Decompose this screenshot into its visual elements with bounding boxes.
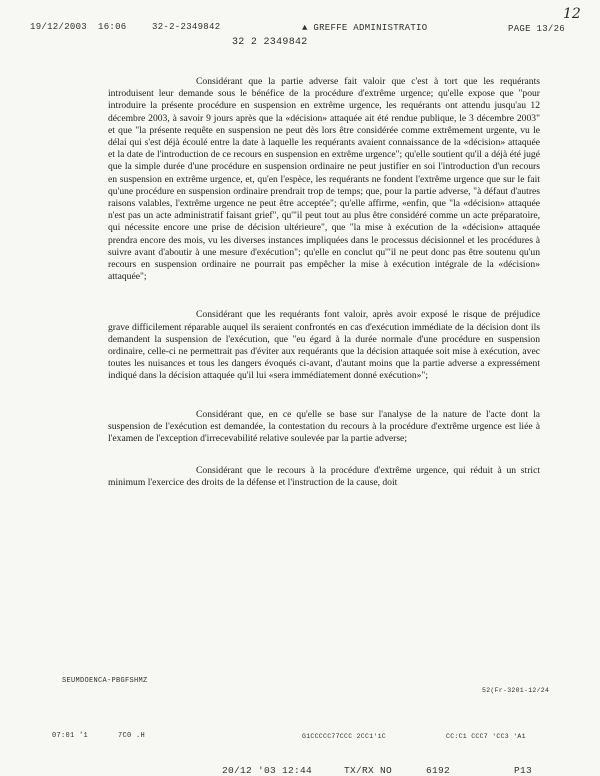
paragraph-applicants: Considérant que les requérants font valoir, après avoir exposé le risque de préjudice grave difficilement réparable auquel ils seraient confrontés en cas d'exécution immédiate de la décision dont ils demandent la suspension de l'exécution, que "eu égard à la durée normale d'une procédure en suspension ordinaire, celle-ci ne permettrait pas d'éviter aux requérants que la décision attaquée soit mise à exécution, avec toutes les nuisances et tous les dangers évoqués ci-avant, d'autant moins que la partie adverse a expressément indiqué dans la décision attaquée qu'il lui «sera immédiatement donné exécution»"; [108,309,540,382]
footer-mid-code: 7C0 .H [118,732,146,740]
fax-page: PAGE 13/26 [508,24,566,34]
tx-date: 20/12 '03 12:44 [222,765,313,776]
fax-phone-secondary: 32 2 2349842 [232,37,308,48]
tx-label: TX/RX NO [344,765,393,776]
footer-reference: 52(Fr-3201-12/24 [482,687,550,694]
paragraph-extreme-urgency: Considérant que le recours à la procédure d'extrême urgence, qui réduit à un strict minimum l'exercice des droits de la défense et l'instruction de la cause, doit [108,465,540,489]
tx-number: 6192 [426,765,451,776]
document-body [108,76,540,490]
paragraph-contestation: Considérant que, en ce qu'elle se base sur l'analyse de la nature de l'acte dont la suspension de l'exécution est demandée, la contestation du recours à la procédure d'extrême urgence est liée à l'examen de l'exception d'irrecevabilité relative soulevée par la partie adverse; [108,408,540,445]
footer-right-code: CC:C1 CCC7 'CC3 'A1 [446,733,526,740]
handwritten-page-number: 12 [563,6,581,22]
fax-phone: 32-2-2349842 [152,22,221,32]
paragraph-adverse-party: Considérant que la partie adverse fait valoir que c'est à tort que les requérants introduisent leur demande sous le bénéfice de la procédure d'extrême urgence; qu'elle expose que "pour introduire la présente procédure en suspension en extrême urgence, les requérants ont attendu jusqu'au 12 décembre 2003, à savoir 9 jours après que la «décision» attaquée ait été rendue publique, le 3 décembre 2003" et que "la présente requête en suspension ne peut dès lors être considérée comme extrêmement urgente, vu le délai qui s'est déjà écoulé entre la date à laquelle les requérants avaient connaissance de la «décision» attaquée et la date de l'introduction de ce recours en suspension en extrême urgence"; qu'elle soutient qu'il a déjà été jugé que la simple durée d'une procédure en suspension ordinaire ne peut justifier en soi l'introduction d'un recours en suspension en extrême urgence, et, qu'en l'espèce, les requérants ne fondent l'extrême urgence que sur le fait qu'une procédure en suspension ordinaire prendrait trop de temps; que, pour la partie adverse, "à défaut d'autres raisons valables, l'extrême urgence ne peut être acceptée"; qu'elle affirme, «enfin, que "la «décision» attaquée n'est pas un acte administratif faisant grief", qu'"il peut tout au plus être considéré comme un acte préparatoire, qui nécessite encore une prise de décision ultérieure", que "la mise à exécution de la «décision» attaquée prendra encore des mois, vu les diverses instances impliquées dans le processus décisionnel et les procédures à suivre avant d'aboutir à une mesure d'exécution"; qu'elle en conclut qu'"il ne peut donc pas être soutenu qu'un recours en suspension ordinaire ne pourrait pas empêcher la mise à exécution intégrale de la «décision» attaquée"; [108,76,540,283]
footer-center-code: G1CCCCC77CCC 2CC1'1C [302,733,387,740]
tx-page: P13 [514,765,533,776]
fax-time: 16:06 [98,22,127,32]
footer-stamp: SEUMDOENCA-PBGFSHMZ [62,677,148,685]
fax-date: 19/12/2003 [30,22,88,32]
footer-left-code: 07:01 '1 [52,732,89,740]
fax-office-label: GREFFE ADMINISTRATIO [313,23,428,33]
fax-office: ▲ GREFFE ADMINISTRATIO [302,23,428,33]
